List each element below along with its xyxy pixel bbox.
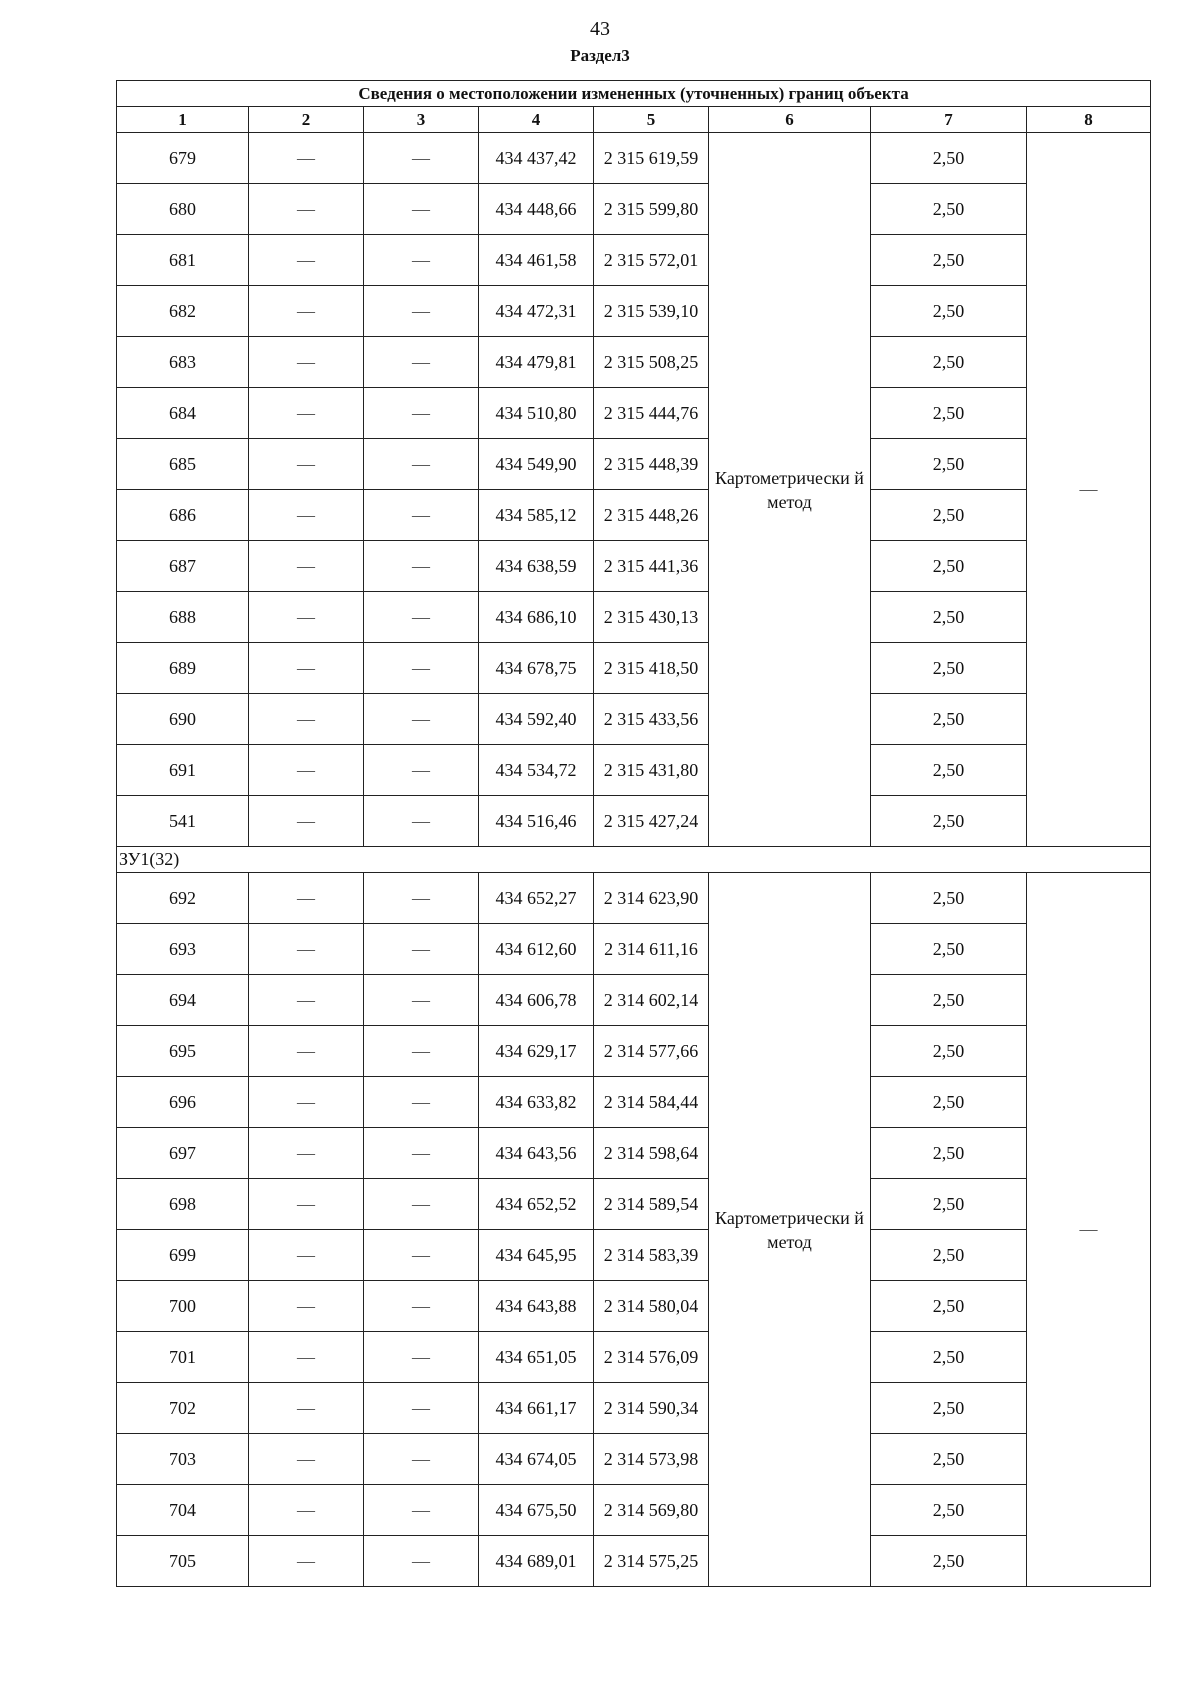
col3-value: — bbox=[364, 337, 479, 388]
table-row bbox=[117, 490, 1151, 541]
point-number: 682 bbox=[117, 286, 249, 337]
method-cell: Картометрически й метод bbox=[709, 873, 871, 1587]
y-coordinate: 2 315 441,36 bbox=[594, 541, 709, 592]
col2-value: — bbox=[249, 133, 364, 184]
x-coordinate: 434 651,05 bbox=[479, 1332, 594, 1383]
table-row bbox=[117, 133, 1151, 184]
y-coordinate: 2 314 580,04 bbox=[594, 1281, 709, 1332]
table-row bbox=[117, 1230, 1151, 1281]
col3-value: — bbox=[364, 541, 479, 592]
col2-value: — bbox=[249, 541, 364, 592]
y-coordinate: 2 315 448,26 bbox=[594, 490, 709, 541]
col3-value: — bbox=[364, 388, 479, 439]
accuracy-value: 2,50 bbox=[871, 490, 1027, 541]
table-row bbox=[117, 924, 1151, 975]
table-row bbox=[117, 873, 1151, 924]
accuracy-value: 2,50 bbox=[871, 541, 1027, 592]
col2-value: — bbox=[249, 1128, 364, 1179]
x-coordinate: 434 549,90 bbox=[479, 439, 594, 490]
col2-value: — bbox=[249, 1026, 364, 1077]
accuracy-value: 2,50 bbox=[871, 1179, 1027, 1230]
table-row bbox=[117, 694, 1151, 745]
x-coordinate: 434 585,12 bbox=[479, 490, 594, 541]
x-coordinate: 434 674,05 bbox=[479, 1434, 594, 1485]
point-number: 691 bbox=[117, 745, 249, 796]
y-coordinate: 2 315 444,76 bbox=[594, 388, 709, 439]
y-coordinate: 2 315 431,80 bbox=[594, 745, 709, 796]
col3-value: — bbox=[364, 439, 479, 490]
table-row bbox=[117, 388, 1151, 439]
accuracy-value: 2,50 bbox=[871, 439, 1027, 490]
x-coordinate: 434 661,17 bbox=[479, 1383, 594, 1434]
y-coordinate: 2 315 599,80 bbox=[594, 184, 709, 235]
point-number: 694 bbox=[117, 975, 249, 1026]
accuracy-value: 2,50 bbox=[871, 1026, 1027, 1077]
table-row bbox=[117, 592, 1151, 643]
accuracy-value: 2,50 bbox=[871, 592, 1027, 643]
table-row bbox=[117, 235, 1151, 286]
x-coordinate: 434 629,17 bbox=[479, 1026, 594, 1077]
accuracy-value: 2,50 bbox=[871, 235, 1027, 286]
x-coordinate: 434 606,78 bbox=[479, 975, 594, 1026]
accuracy-value: 2,50 bbox=[871, 1281, 1027, 1332]
accuracy-value: 2,50 bbox=[871, 1485, 1027, 1536]
x-coordinate: 434 652,27 bbox=[479, 873, 594, 924]
x-coordinate: 434 643,56 bbox=[479, 1128, 594, 1179]
x-coordinate: 434 592,40 bbox=[479, 694, 594, 745]
point-number: 704 bbox=[117, 1485, 249, 1536]
col3-value: — bbox=[364, 924, 479, 975]
x-coordinate: 434 437,42 bbox=[479, 133, 594, 184]
accuracy-value: 2,50 bbox=[871, 873, 1027, 924]
page-number: 43 bbox=[590, 18, 610, 40]
point-number: 692 bbox=[117, 873, 249, 924]
table-row bbox=[117, 643, 1151, 694]
col2-value: — bbox=[249, 745, 364, 796]
accuracy-value: 2,50 bbox=[871, 133, 1027, 184]
column-number: 3 bbox=[364, 107, 479, 133]
accuracy-value: 2,50 bbox=[871, 796, 1027, 847]
table-row bbox=[117, 1179, 1151, 1230]
col3-value: — bbox=[364, 235, 479, 286]
y-coordinate: 2 314 573,98 bbox=[594, 1434, 709, 1485]
col2-value: — bbox=[249, 388, 364, 439]
col2-value: — bbox=[249, 1332, 364, 1383]
accuracy-value: 2,50 bbox=[871, 1128, 1027, 1179]
accuracy-value: 2,50 bbox=[871, 1077, 1027, 1128]
col3-value: — bbox=[364, 1485, 479, 1536]
column-number: 1 bbox=[117, 107, 249, 133]
col2-value: — bbox=[249, 924, 364, 975]
table-row bbox=[117, 1383, 1151, 1434]
section-title: Раздел3 bbox=[570, 46, 630, 65]
table-row bbox=[117, 745, 1151, 796]
point-number: 541 bbox=[117, 796, 249, 847]
table-row bbox=[117, 337, 1151, 388]
point-number: 681 bbox=[117, 235, 249, 286]
table-row bbox=[117, 1026, 1151, 1077]
col3-value: — bbox=[364, 1383, 479, 1434]
y-coordinate: 2 315 433,56 bbox=[594, 694, 709, 745]
col3-value: — bbox=[364, 873, 479, 924]
col2-value: — bbox=[249, 1281, 364, 1332]
col3-value: — bbox=[364, 1230, 479, 1281]
table-row bbox=[117, 541, 1151, 592]
x-coordinate: 434 516,46 bbox=[479, 796, 594, 847]
x-coordinate: 434 689,01 bbox=[479, 1536, 594, 1587]
point-number: 688 bbox=[117, 592, 249, 643]
col2-value: — bbox=[249, 1536, 364, 1587]
x-coordinate: 434 448,66 bbox=[479, 184, 594, 235]
col2-value: — bbox=[249, 1077, 364, 1128]
col2-value: — bbox=[249, 592, 364, 643]
x-coordinate: 434 633,82 bbox=[479, 1077, 594, 1128]
table-row bbox=[117, 975, 1151, 1026]
column-numbers-row bbox=[117, 107, 1151, 133]
point-number: 693 bbox=[117, 924, 249, 975]
y-coordinate: 2 314 577,66 bbox=[594, 1026, 709, 1077]
col3-value: — bbox=[364, 1332, 479, 1383]
col2-value: — bbox=[249, 1179, 364, 1230]
x-coordinate: 434 686,10 bbox=[479, 592, 594, 643]
table-row bbox=[117, 1281, 1151, 1332]
col2-value: — bbox=[249, 1485, 364, 1536]
x-coordinate: 434 638,59 bbox=[479, 541, 594, 592]
accuracy-value: 2,50 bbox=[871, 388, 1027, 439]
y-coordinate: 2 314 598,64 bbox=[594, 1128, 709, 1179]
col3-value: — bbox=[364, 133, 479, 184]
y-coordinate: 2 315 539,10 bbox=[594, 286, 709, 337]
col3-value: — bbox=[364, 1077, 479, 1128]
col2-value: — bbox=[249, 337, 364, 388]
accuracy-value: 2,50 bbox=[871, 1536, 1027, 1587]
col8-value: — bbox=[1027, 133, 1151, 847]
column-number: 4 bbox=[479, 107, 594, 133]
col3-value: — bbox=[364, 1128, 479, 1179]
col2-value: — bbox=[249, 184, 364, 235]
y-coordinate: 2 315 427,24 bbox=[594, 796, 709, 847]
x-coordinate: 434 612,60 bbox=[479, 924, 594, 975]
point-number: 700 bbox=[117, 1281, 249, 1332]
col2-value: — bbox=[249, 1383, 364, 1434]
col3-value: — bbox=[364, 184, 479, 235]
point-number: 697 bbox=[117, 1128, 249, 1179]
point-number: 698 bbox=[117, 1179, 249, 1230]
col3-value: — bbox=[364, 796, 479, 847]
y-coordinate: 2 314 590,34 bbox=[594, 1383, 709, 1434]
point-number: 703 bbox=[117, 1434, 249, 1485]
table-row bbox=[117, 1077, 1151, 1128]
col3-value: — bbox=[364, 1179, 479, 1230]
table-row bbox=[117, 1128, 1151, 1179]
col2-value: — bbox=[249, 439, 364, 490]
col2-value: — bbox=[249, 796, 364, 847]
col3-value: — bbox=[364, 745, 479, 796]
column-number: 6 bbox=[709, 107, 871, 133]
column-number: 7 bbox=[871, 107, 1027, 133]
x-coordinate: 434 479,81 bbox=[479, 337, 594, 388]
y-coordinate: 2 315 430,13 bbox=[594, 592, 709, 643]
point-number: 705 bbox=[117, 1536, 249, 1587]
col3-value: — bbox=[364, 1281, 479, 1332]
table-caption: Сведения о местоположении измененных (уточненных) границ объекта bbox=[117, 81, 1151, 107]
accuracy-value: 2,50 bbox=[871, 337, 1027, 388]
x-coordinate: 434 645,95 bbox=[479, 1230, 594, 1281]
x-coordinate: 434 510,80 bbox=[479, 388, 594, 439]
col8-value: — bbox=[1027, 873, 1151, 1587]
col2-value: — bbox=[249, 873, 364, 924]
y-coordinate: 2 315 508,25 bbox=[594, 337, 709, 388]
accuracy-value: 2,50 bbox=[871, 1230, 1027, 1281]
col3-value: — bbox=[364, 1536, 479, 1587]
accuracy-value: 2,50 bbox=[871, 694, 1027, 745]
accuracy-value: 2,50 bbox=[871, 745, 1027, 796]
y-coordinate: 2 315 572,01 bbox=[594, 235, 709, 286]
table-row bbox=[117, 439, 1151, 490]
col2-value: — bbox=[249, 975, 364, 1026]
y-coordinate: 2 315 619,59 bbox=[594, 133, 709, 184]
y-coordinate: 2 315 418,50 bbox=[594, 643, 709, 694]
point-number: 680 bbox=[117, 184, 249, 235]
x-coordinate: 434 534,72 bbox=[479, 745, 594, 796]
col3-value: — bbox=[364, 286, 479, 337]
col2-value: — bbox=[249, 1230, 364, 1281]
point-number: 699 bbox=[117, 1230, 249, 1281]
point-number: 690 bbox=[117, 694, 249, 745]
point-number: 689 bbox=[117, 643, 249, 694]
group-label: ЗУ1(32) bbox=[117, 847, 1151, 873]
accuracy-value: 2,50 bbox=[871, 643, 1027, 694]
accuracy-value: 2,50 bbox=[871, 286, 1027, 337]
table-row bbox=[117, 1536, 1151, 1587]
col3-value: — bbox=[364, 1434, 479, 1485]
y-coordinate: 2 314 583,39 bbox=[594, 1230, 709, 1281]
table-row bbox=[117, 1434, 1151, 1485]
y-coordinate: 2 314 589,54 bbox=[594, 1179, 709, 1230]
accuracy-value: 2,50 bbox=[871, 1383, 1027, 1434]
method-cell: Картометрически й метод bbox=[709, 133, 871, 847]
x-coordinate: 434 675,50 bbox=[479, 1485, 594, 1536]
point-number: 683 bbox=[117, 337, 249, 388]
point-number: 696 bbox=[117, 1077, 249, 1128]
col3-value: — bbox=[364, 1026, 479, 1077]
point-number: 679 bbox=[117, 133, 249, 184]
y-coordinate: 2 315 448,39 bbox=[594, 439, 709, 490]
point-number: 695 bbox=[117, 1026, 249, 1077]
y-coordinate: 2 314 569,80 bbox=[594, 1485, 709, 1536]
table-row bbox=[117, 184, 1151, 235]
col2-value: — bbox=[249, 490, 364, 541]
y-coordinate: 2 314 575,25 bbox=[594, 1536, 709, 1587]
col2-value: — bbox=[249, 235, 364, 286]
y-coordinate: 2 314 611,16 bbox=[594, 924, 709, 975]
table-row bbox=[117, 1485, 1151, 1536]
x-coordinate: 434 652,52 bbox=[479, 1179, 594, 1230]
column-number: 5 bbox=[594, 107, 709, 133]
col2-value: — bbox=[249, 643, 364, 694]
table-row bbox=[117, 796, 1151, 847]
accuracy-value: 2,50 bbox=[871, 184, 1027, 235]
coordinates-table bbox=[116, 80, 1151, 1587]
point-number: 687 bbox=[117, 541, 249, 592]
col3-value: — bbox=[364, 490, 479, 541]
x-coordinate: 434 643,88 bbox=[479, 1281, 594, 1332]
point-number: 701 bbox=[117, 1332, 249, 1383]
accuracy-value: 2,50 bbox=[871, 1332, 1027, 1383]
column-number: 8 bbox=[1027, 107, 1151, 133]
group-row bbox=[117, 847, 1151, 873]
y-coordinate: 2 314 584,44 bbox=[594, 1077, 709, 1128]
point-number: 686 bbox=[117, 490, 249, 541]
col2-value: — bbox=[249, 694, 364, 745]
col3-value: — bbox=[364, 694, 479, 745]
col3-value: — bbox=[364, 643, 479, 694]
table-row bbox=[117, 1332, 1151, 1383]
col3-value: — bbox=[364, 592, 479, 643]
col2-value: — bbox=[249, 286, 364, 337]
col2-value: — bbox=[249, 1434, 364, 1485]
accuracy-value: 2,50 bbox=[871, 924, 1027, 975]
accuracy-value: 2,50 bbox=[871, 975, 1027, 1026]
y-coordinate: 2 314 576,09 bbox=[594, 1332, 709, 1383]
table-row bbox=[117, 286, 1151, 337]
y-coordinate: 2 314 602,14 bbox=[594, 975, 709, 1026]
x-coordinate: 434 472,31 bbox=[479, 286, 594, 337]
column-number: 2 bbox=[249, 107, 364, 133]
x-coordinate: 434 678,75 bbox=[479, 643, 594, 694]
col3-value: — bbox=[364, 975, 479, 1026]
accuracy-value: 2,50 bbox=[871, 1434, 1027, 1485]
point-number: 684 bbox=[117, 388, 249, 439]
point-number: 702 bbox=[117, 1383, 249, 1434]
y-coordinate: 2 314 623,90 bbox=[594, 873, 709, 924]
point-number: 685 bbox=[117, 439, 249, 490]
x-coordinate: 434 461,58 bbox=[479, 235, 594, 286]
